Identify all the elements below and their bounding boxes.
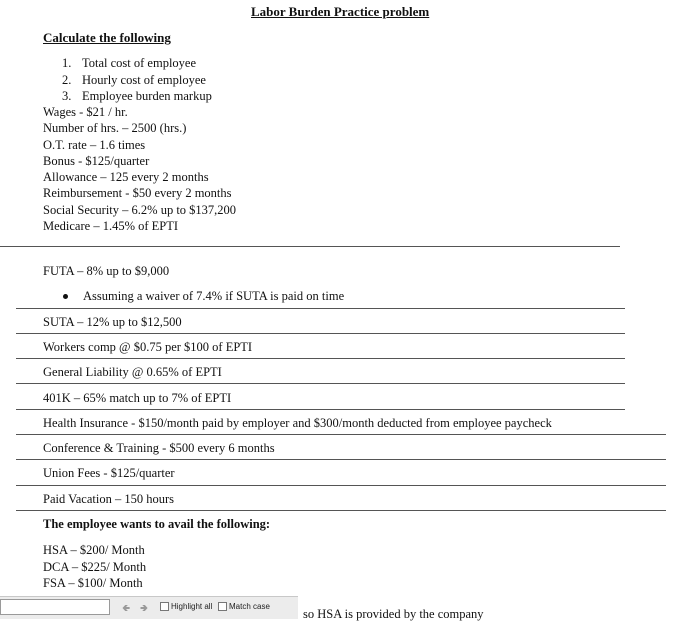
divider (16, 333, 625, 334)
row-general-liability: General Liability @ 0.65% of EPTI (43, 365, 222, 379)
page-title: Labor Burden Practice problem (251, 4, 430, 19)
list-item: 1. Total cost of employee (62, 56, 197, 70)
divider (16, 409, 625, 410)
row-workers-comp: Workers comp @ $0.75 per $100 of EPTI (43, 340, 253, 354)
find-input[interactable] (0, 599, 110, 615)
row-401k: 401K – 65% match up to 7% of EPTI (43, 391, 232, 405)
row-suta: SUTA – 12% up to $12,500 (43, 315, 182, 329)
list-item: 2. Hourly cost of employee (62, 72, 206, 87)
facts-block (43, 104, 236, 234)
fact-line: Medicare – 1.45% of EPTI (43, 219, 179, 234)
arrow-left-icon[interactable]: 🢀 (122, 603, 131, 614)
fact-line: Reimbursement - $50 every 2 months (43, 186, 232, 201)
row-conference: Conference & Training - $500 every 6 months (43, 441, 275, 455)
fact-line: Social Security – 6.2% up to $137,200 (43, 202, 237, 217)
futa-line: FUTA – 8% up to $9,000 (43, 264, 170, 278)
find-bar (0, 596, 298, 619)
cut-off-line: so HSA is provided by the company (303, 607, 484, 621)
row-union-fees: Union Fees - $125/quarter (43, 466, 175, 480)
fact-line: Wages - $21 / hr. (43, 105, 128, 119)
divider (16, 383, 625, 384)
calculate-list (62, 55, 212, 105)
avail-item: DCA – $225/ Month (43, 559, 147, 574)
row-health-insurance: Health Insurance - $150/month paid by employer and $300/month deducted from employee paycheck (43, 416, 552, 430)
divider (16, 434, 666, 435)
divider (16, 485, 666, 486)
list-item: 3. Employee burden markup (62, 89, 212, 104)
calculate-heading: Calculate the following (43, 30, 171, 45)
divider (16, 510, 666, 511)
highlight-all-checkbox[interactable]: Highlight all (160, 602, 212, 611)
bullet-icon (63, 294, 68, 299)
fact-line: Bonus - $125/quarter (43, 153, 150, 168)
fact-line: Number of hrs. – 2500 (hrs.) (43, 121, 187, 136)
avail-list (43, 542, 146, 592)
fact-line: O.T. rate – 1.6 times (43, 137, 146, 152)
avail-item: HSA – $200/ Month (43, 543, 145, 557)
divider (16, 358, 625, 359)
divider (16, 459, 666, 460)
divider (16, 308, 625, 309)
fact-line: Allowance – 125 every 2 months (43, 170, 209, 185)
avail-heading: The employee wants to avail the following: (43, 517, 271, 531)
avail-item: FSA – $100/ Month (43, 576, 143, 591)
checkbox-icon (160, 602, 169, 611)
arrow-right-icon[interactable]: 🢂 (140, 603, 149, 614)
page-divider (0, 246, 620, 247)
futa-note: Assuming a waiver of 7.4% if SUTA is paid on time (63, 289, 344, 304)
row-paid-vacation: Paid Vacation – 150 hours (43, 492, 175, 506)
checkbox-icon (218, 602, 227, 611)
match-case-checkbox[interactable]: Match case (218, 602, 270, 611)
